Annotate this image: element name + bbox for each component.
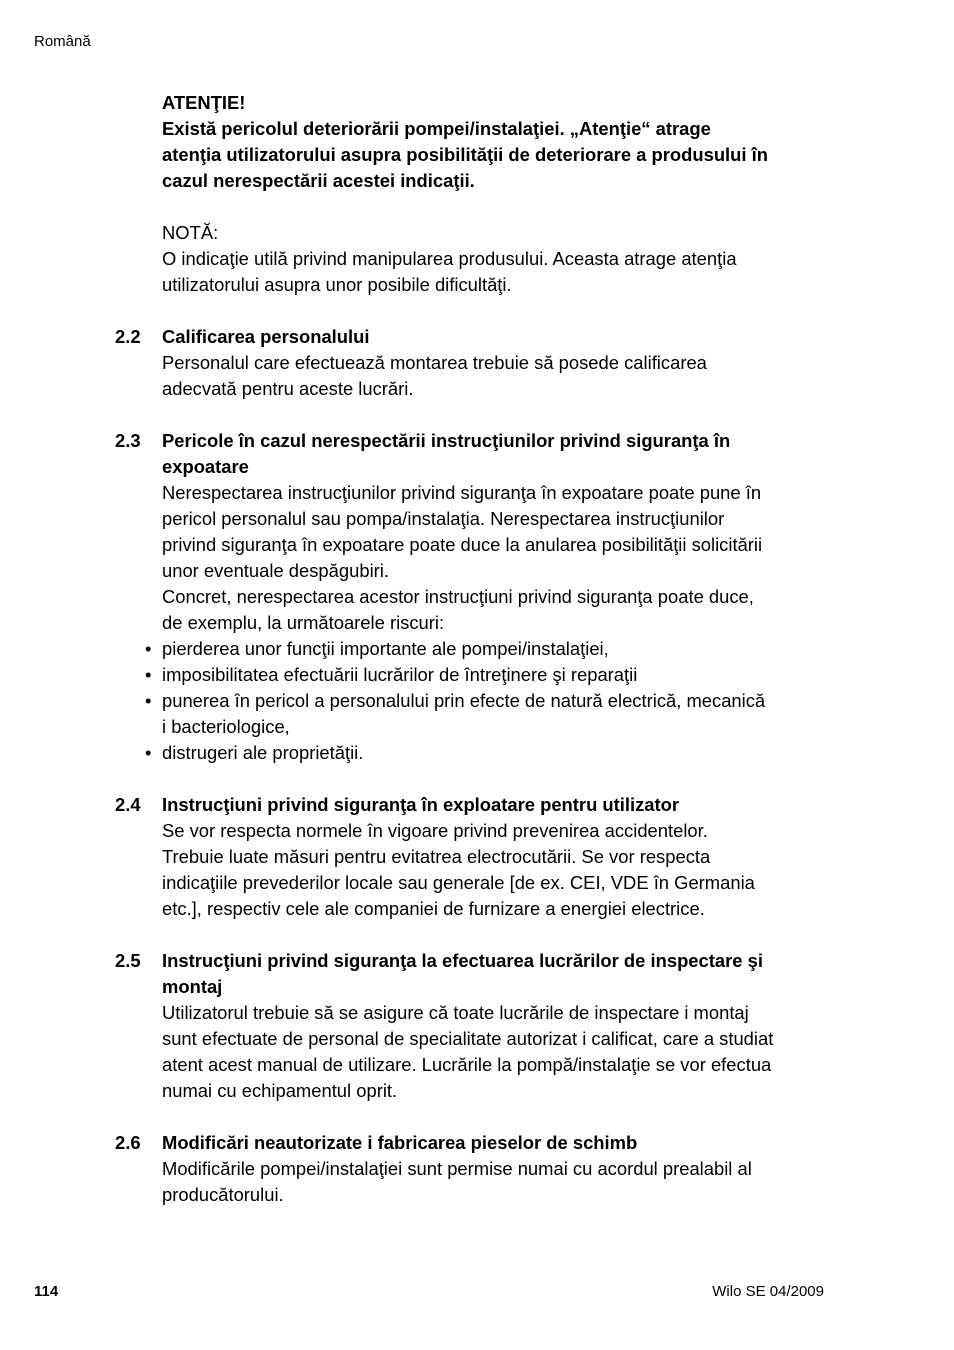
list-item: • distrugeri ale proprietăţii. bbox=[162, 740, 835, 766]
list-item: • pierderea unor funcţii importante ale pompei/instalaţiei, bbox=[162, 636, 835, 662]
section-2-5 bbox=[115, 948, 835, 1104]
document-content bbox=[115, 90, 835, 1208]
section-text-line: sunt efectuate de personal de specialitate autorizat i calificat, care a studiat bbox=[162, 1028, 774, 1049]
page-language-header: Română bbox=[34, 33, 91, 50]
section-text-line: pericol personalul sau pompa/instalaţia. Nerespectarea instrucţiunilor bbox=[162, 508, 725, 529]
section-title: expoatare bbox=[162, 456, 249, 477]
list-item: • imposibilitatea efectuării lucrărilor de întreţinere şi reparaţii bbox=[162, 662, 835, 688]
section-title: montaj bbox=[162, 976, 223, 997]
warning-title: ATENŢIE! bbox=[162, 92, 246, 113]
section-text-line: indicaţiile prevederilor locale sau generale [de ex. CEI, VDE în Germania bbox=[162, 872, 755, 893]
page-number: 114 bbox=[34, 1283, 59, 1300]
section-title: Calificarea personalului bbox=[162, 326, 370, 347]
warning-line: cazul nerespectării acestei indicaţii. bbox=[162, 170, 475, 191]
warning-block bbox=[162, 90, 835, 194]
section-number: 2.3 bbox=[115, 430, 141, 451]
section-text-line: etc.], respectiv cele ale companiei de furnizare a energiei electrice. bbox=[162, 898, 705, 919]
section-text-line: Personalul care efectuează montarea trebuie să posede calificarea bbox=[162, 352, 707, 373]
section-text-line: Concret, nerespectarea acestor instrucţiuni privind siguranţa poate duce, bbox=[162, 586, 754, 607]
section-text-line: Modificările pompei/instalaţiei sunt permise numai cu acordul prealabil al bbox=[162, 1158, 752, 1179]
section-title: Instrucţiuni privind siguranţa în exploatare pentru utilizator bbox=[162, 794, 680, 815]
section-text-line: Trebuie luate măsuri pentru evitatrea electrocutării. Se vor respecta bbox=[162, 846, 711, 867]
note-title: NOTĂ: bbox=[162, 222, 219, 243]
section-2-6 bbox=[115, 1130, 835, 1208]
bullet-icon: • bbox=[145, 664, 152, 685]
publisher-footer: Wilo SE 04/2009 bbox=[712, 1283, 824, 1300]
section-text-line: unor eventuale despăgubiri. bbox=[162, 560, 389, 581]
section-text-line: atent acest manual de utilizare. Lucrările la pompă/instalaţie se vor efectua bbox=[162, 1054, 772, 1075]
risk-list bbox=[145, 636, 835, 766]
section-text-line: adecvată pentru aceste lucrări. bbox=[162, 378, 414, 399]
warning-line: atenţia utilizatorului asupra posibilităţii de deteriorare a produsului în bbox=[162, 144, 768, 165]
section-2-2 bbox=[115, 324, 835, 402]
section-text-line: Se vor respecta normele în vigoare privind prevenirea accidentelor. bbox=[162, 820, 708, 841]
note-line: O indicaţie utilă privind manipularea produsului. Aceasta atrage atenţia bbox=[162, 248, 737, 269]
section-text-line: producătorului. bbox=[162, 1184, 284, 1205]
section-text-line: Nerespectarea instrucţiunilor privind siguranţa în expoatare poate pune în bbox=[162, 482, 762, 503]
bullet-icon: • bbox=[145, 690, 152, 711]
note-block bbox=[162, 220, 835, 298]
section-2-4 bbox=[115, 792, 835, 922]
section-number: 2.2 bbox=[115, 326, 141, 347]
warning-line: Există pericolul deteriorării pompei/instalaţiei. „Atenţie“ atrage bbox=[162, 118, 711, 139]
section-text-line: numai cu echipamentul oprit. bbox=[162, 1080, 398, 1101]
section-text-line: Utilizatorul trebuie să se asigure că toate lucrările de inspectare i montaj bbox=[162, 1002, 749, 1023]
section-text-line: privind siguranţa în expoatare poate duce la anularea posibilităţii solicitării bbox=[162, 534, 763, 555]
bullet-icon: • bbox=[145, 638, 152, 659]
note-line: utilizatorului asupra unor posibile dificultăţi. bbox=[162, 274, 512, 295]
section-text-line: de exemplu, la următoarele riscuri: bbox=[162, 612, 445, 633]
section-title: Pericole în cazul nerespectării instrucţiunilor privind siguranţa în bbox=[162, 430, 731, 451]
section-title: Modificări neautorizate i fabricarea pieselor de schimb bbox=[162, 1132, 638, 1153]
section-title: Instrucţiuni privind siguranţa la efectuarea lucrărilor de inspectare şi bbox=[162, 950, 763, 971]
section-number: 2.6 bbox=[115, 1132, 141, 1153]
section-number: 2.5 bbox=[115, 950, 141, 971]
list-item: • punerea în pericol a personalului prin efecte de natură electrică, mecanică i bacteriologice, bbox=[145, 690, 766, 737]
bullet-icon: • bbox=[145, 742, 152, 763]
section-2-3 bbox=[115, 428, 835, 766]
section-number: 2.4 bbox=[115, 794, 141, 815]
